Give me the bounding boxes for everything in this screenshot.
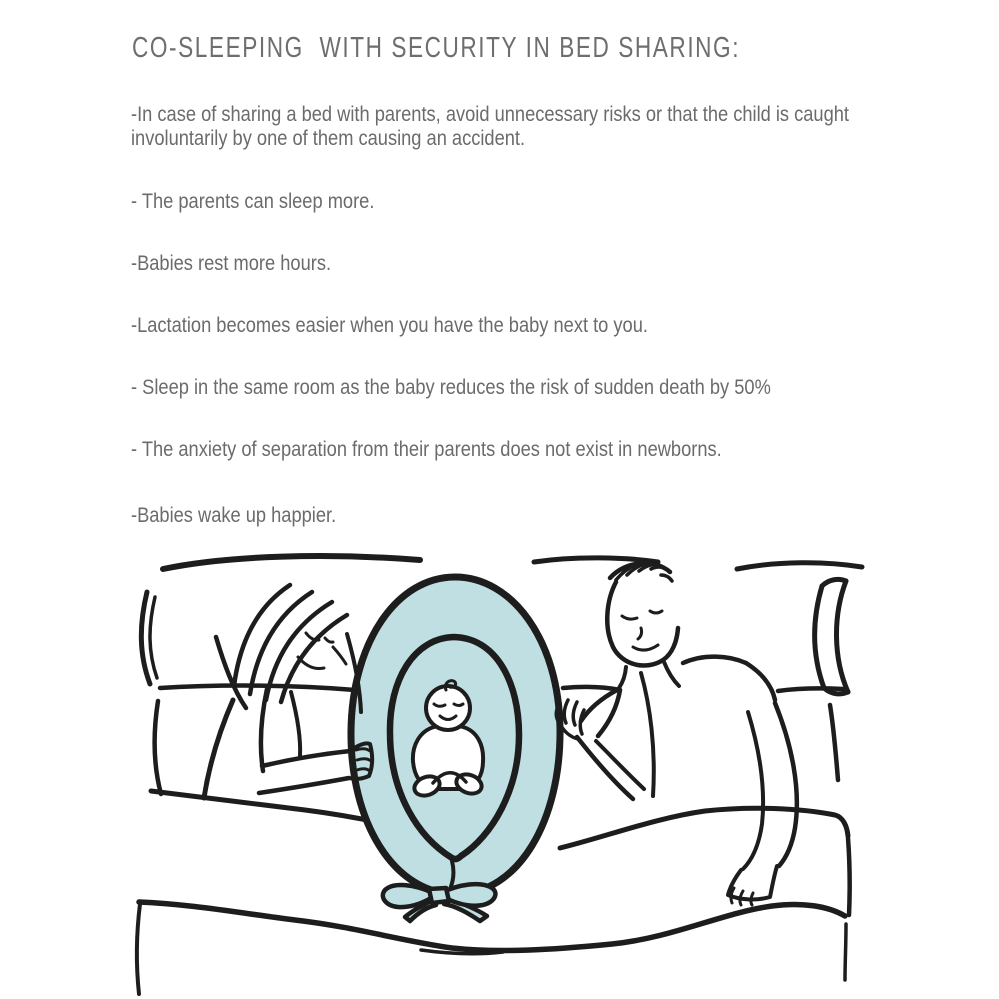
mattress-line [778, 688, 843, 691]
bed-right-edge [845, 924, 846, 980]
baby-eye [454, 704, 463, 706]
benefit-item: - The anxiety of separation from their parents does not exist in newborns. [131, 438, 722, 461]
headboard-line [163, 556, 420, 569]
benefit-item: - Sleep in the same room as the baby reduces the risk of sudden death by 50% [131, 376, 771, 399]
benefit-item: -In case of sharing a bed with parents, avoid unnecessary risks or that the child is caught involuntarily by one of them causing an accident. [131, 103, 855, 150]
father-hair [651, 567, 666, 569]
baby-head [426, 686, 470, 730]
mattress-line [160, 686, 355, 690]
bed-side-line [830, 705, 838, 780]
mother-hair [250, 592, 312, 694]
benefit-item: -Lactation becomes easier when you have the baby next to you. [131, 314, 648, 337]
father-far-arm [743, 712, 763, 869]
blanket-fold [139, 902, 845, 951]
pillow-right [836, 581, 848, 692]
father-far-arm [775, 703, 797, 866]
father-chest [641, 673, 654, 796]
mother-arm [291, 692, 300, 756]
bed-right-edge [848, 838, 850, 915]
benefit-item: - The parents can sleep more. [131, 190, 375, 213]
father-fingers [573, 702, 577, 725]
pillow-right [815, 586, 824, 688]
illustration-strokes [137, 556, 862, 994]
mother-hair [234, 585, 290, 686]
page-title: CO-SLEEPING WITH SECURITY IN BED SHARING: [132, 32, 741, 64]
bow-icon [383, 884, 496, 921]
father-head [607, 582, 678, 666]
pillow-left [150, 597, 157, 678]
father-shoulder [683, 657, 746, 663]
father-nose [638, 628, 642, 639]
mother-cheek [333, 647, 346, 664]
father-neck [664, 662, 679, 686]
father-figure [556, 563, 797, 905]
mother-arm [259, 778, 349, 793]
blanket-edge [560, 808, 848, 848]
benefit-item: -Babies wake up happier. [131, 504, 337, 527]
bed-side-line [155, 701, 161, 794]
father-fingers [564, 700, 568, 723]
father-back [746, 663, 775, 700]
bow-knot [429, 888, 449, 903]
bed-left-edge [137, 904, 140, 994]
father-eye [622, 616, 637, 619]
father-neck [619, 667, 626, 688]
father-near-arm [596, 741, 644, 789]
father-mouth [633, 645, 658, 650]
mother-arm [262, 751, 350, 766]
father-hair [661, 575, 672, 581]
headboard-line [737, 563, 862, 569]
benefit-item: -Babies rest more hours. [131, 252, 332, 275]
mother-arm [261, 689, 267, 771]
mother-nose [325, 638, 333, 642]
father-eye [650, 611, 662, 613]
mother-back [204, 700, 233, 798]
